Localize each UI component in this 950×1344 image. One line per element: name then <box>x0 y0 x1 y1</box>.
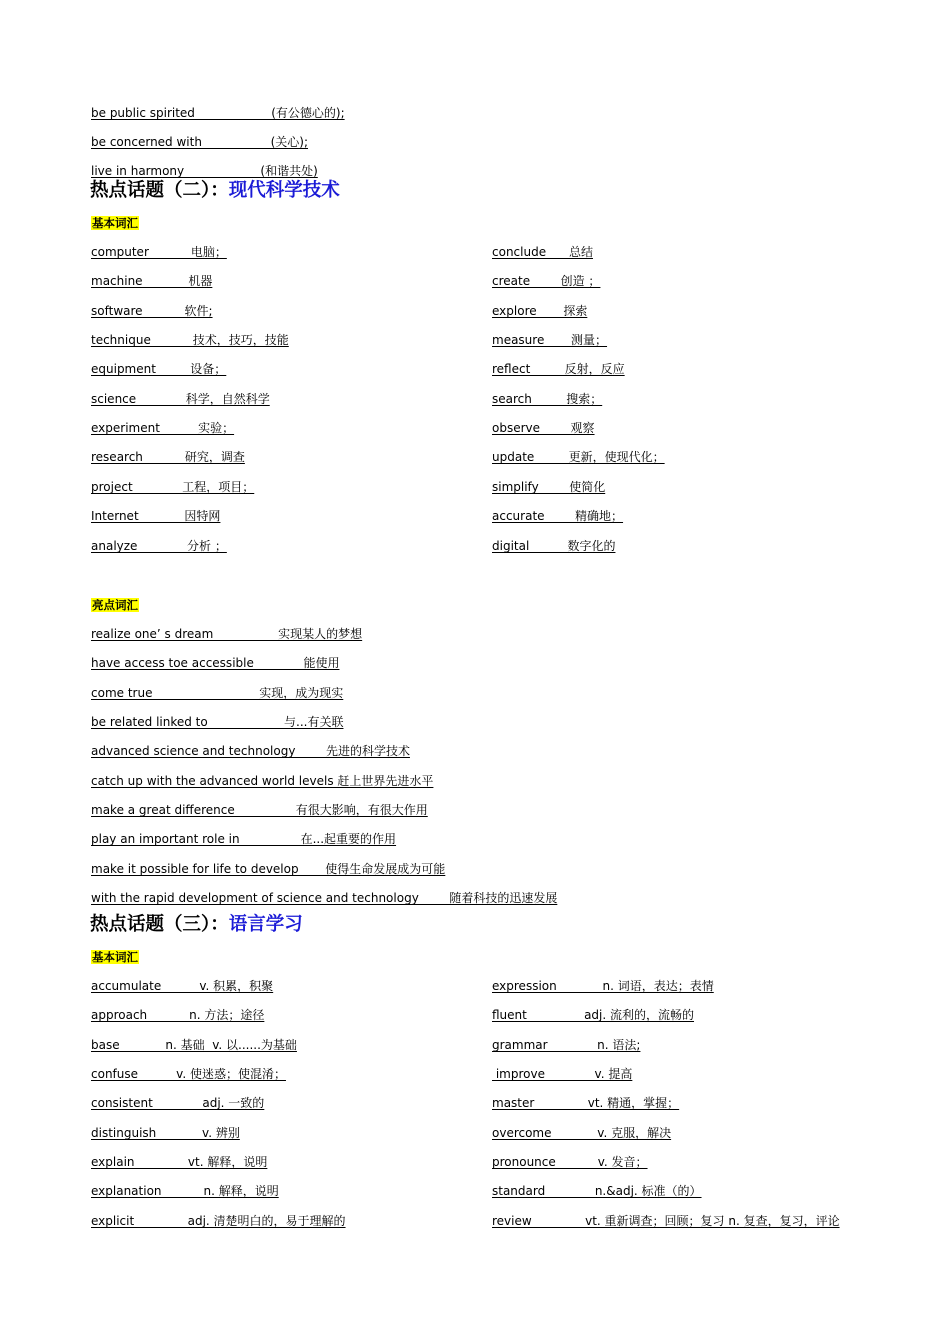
vocab-item: research 研究，调查 <box>91 450 245 464</box>
phrase-item: with the rapid development of science and technology 随着科技的迅速发展 <box>91 891 558 905</box>
vocab-item: base n. 基础 v. 以......为基础 <box>91 1038 297 1052</box>
intro-phrase: be concerned with (关心); <box>91 135 309 149</box>
phrase-item: make a great difference 有很大影响，有很大作用 <box>91 803 428 817</box>
section2-heading-prefix: 热点话题（二）： <box>90 180 229 201</box>
vocab-item: standard n.&adj. 标准（的） <box>492 1184 702 1198</box>
vocab-item: distinguish v. 辨别 <box>91 1126 240 1140</box>
vocab-item: reflect 反射，反应 <box>492 362 625 376</box>
vocab-item: Internet 因特网 <box>91 509 221 523</box>
vocab-item: explain vt. 解释，说明 <box>91 1155 268 1169</box>
vocab-item: fluent adj. 流利的，流畅的 <box>492 1008 695 1022</box>
vocab-item: consistent adj. 一致的 <box>91 1096 265 1110</box>
vocab-item: explanation n. 解释，说明 <box>91 1184 279 1198</box>
intro-phrase: be public spirited (有公德心的); <box>91 106 345 120</box>
vocab-item: explicit adj. 清楚明白的，易于理解的 <box>91 1214 346 1228</box>
vocab-item: update 更新，使现代化； <box>492 450 665 464</box>
section2-heading <box>90 180 340 202</box>
phrase-item: realize one’ s dream 实现某人的梦想 <box>91 627 363 641</box>
vocab-item: confuse v. 使迷惑；使混淆； <box>91 1067 286 1081</box>
phrase-item: be related linked to 与...有关联 <box>91 715 344 729</box>
phrase-item: have access toe accessible 能使用 <box>91 656 340 670</box>
vocab-item: search 搜索； <box>492 392 603 406</box>
phrase-item: advanced science and technology 先进的科学技术 <box>91 744 410 758</box>
vocab-item: approach n. 方法；途径 <box>91 1008 265 1022</box>
vocab-item: review vt. 重新调查；回顾；复习 n. 复查，复习，评论 <box>492 1214 840 1228</box>
section3-heading <box>90 914 303 936</box>
vocab-item: pronounce v. 发音； <box>492 1155 648 1169</box>
vocab-item: accurate 精确地； <box>492 509 624 523</box>
phrase-item: come true 实现，成为现实 <box>91 686 344 700</box>
vocab-item: overcome v. 克服，解决 <box>492 1126 672 1140</box>
vocab-item: computer 电脑； <box>91 245 227 259</box>
section3-heading-topic: 语言学习 <box>228 914 303 935</box>
vocab-item: accumulate v. 积累，积聚 <box>91 979 274 993</box>
section3-heading-prefix: 热点话题（三）： <box>90 914 229 935</box>
section2-basic-label: 基本词汇 <box>92 216 138 230</box>
vocab-item: measure 测量； <box>492 333 608 347</box>
vocab-item: conclude 总结 <box>492 245 593 259</box>
vocab-item: machine 机器 <box>91 274 213 288</box>
vocab-item: observe 观察 <box>492 421 595 435</box>
phrase-item: make it possible for life to develop 使得生命发展成为可能 <box>91 862 446 876</box>
vocab-item: digital 数字化的 <box>492 539 616 553</box>
vocab-item: analyze 分析 ； <box>91 539 227 553</box>
vocab-item: experiment 实验； <box>91 421 235 435</box>
vocab-item: technique 技术，技巧，技能 <box>91 333 289 347</box>
vocab-item: software 软件; <box>91 304 213 318</box>
section3-basic-label: 基本词汇 <box>92 950 138 964</box>
vocab-item: create 创造 ； <box>492 274 601 288</box>
vocab-item: simplify 使简化 <box>492 480 606 494</box>
vocab-item: explore 探索 <box>492 304 588 318</box>
vocab-item: grammar n. 语法; <box>492 1038 641 1052</box>
vocab-item: expression n. 词语，表达；表情 <box>492 979 714 993</box>
vocab-item: project 工程，项目； <box>91 480 255 494</box>
section2-heading-topic: 现代科学技术 <box>228 180 340 201</box>
vocab-item: equipment 设备； <box>91 362 227 376</box>
vocab-item: master vt. 精通，掌握； <box>492 1096 680 1110</box>
vocab-item: science 科学，自然科学 <box>91 392 270 406</box>
section2-highlight-label: 亮点词汇 <box>92 598 138 612</box>
phrase-item: play an important role in 在...起重要的作用 <box>91 832 397 846</box>
intro-phrase: live in harmony (和谐共处) <box>91 164 318 178</box>
vocab-item: improve v. 提高 <box>492 1067 633 1081</box>
phrase-item: catch up with the advanced world levels 赶上世界先进水平 <box>91 774 434 788</box>
